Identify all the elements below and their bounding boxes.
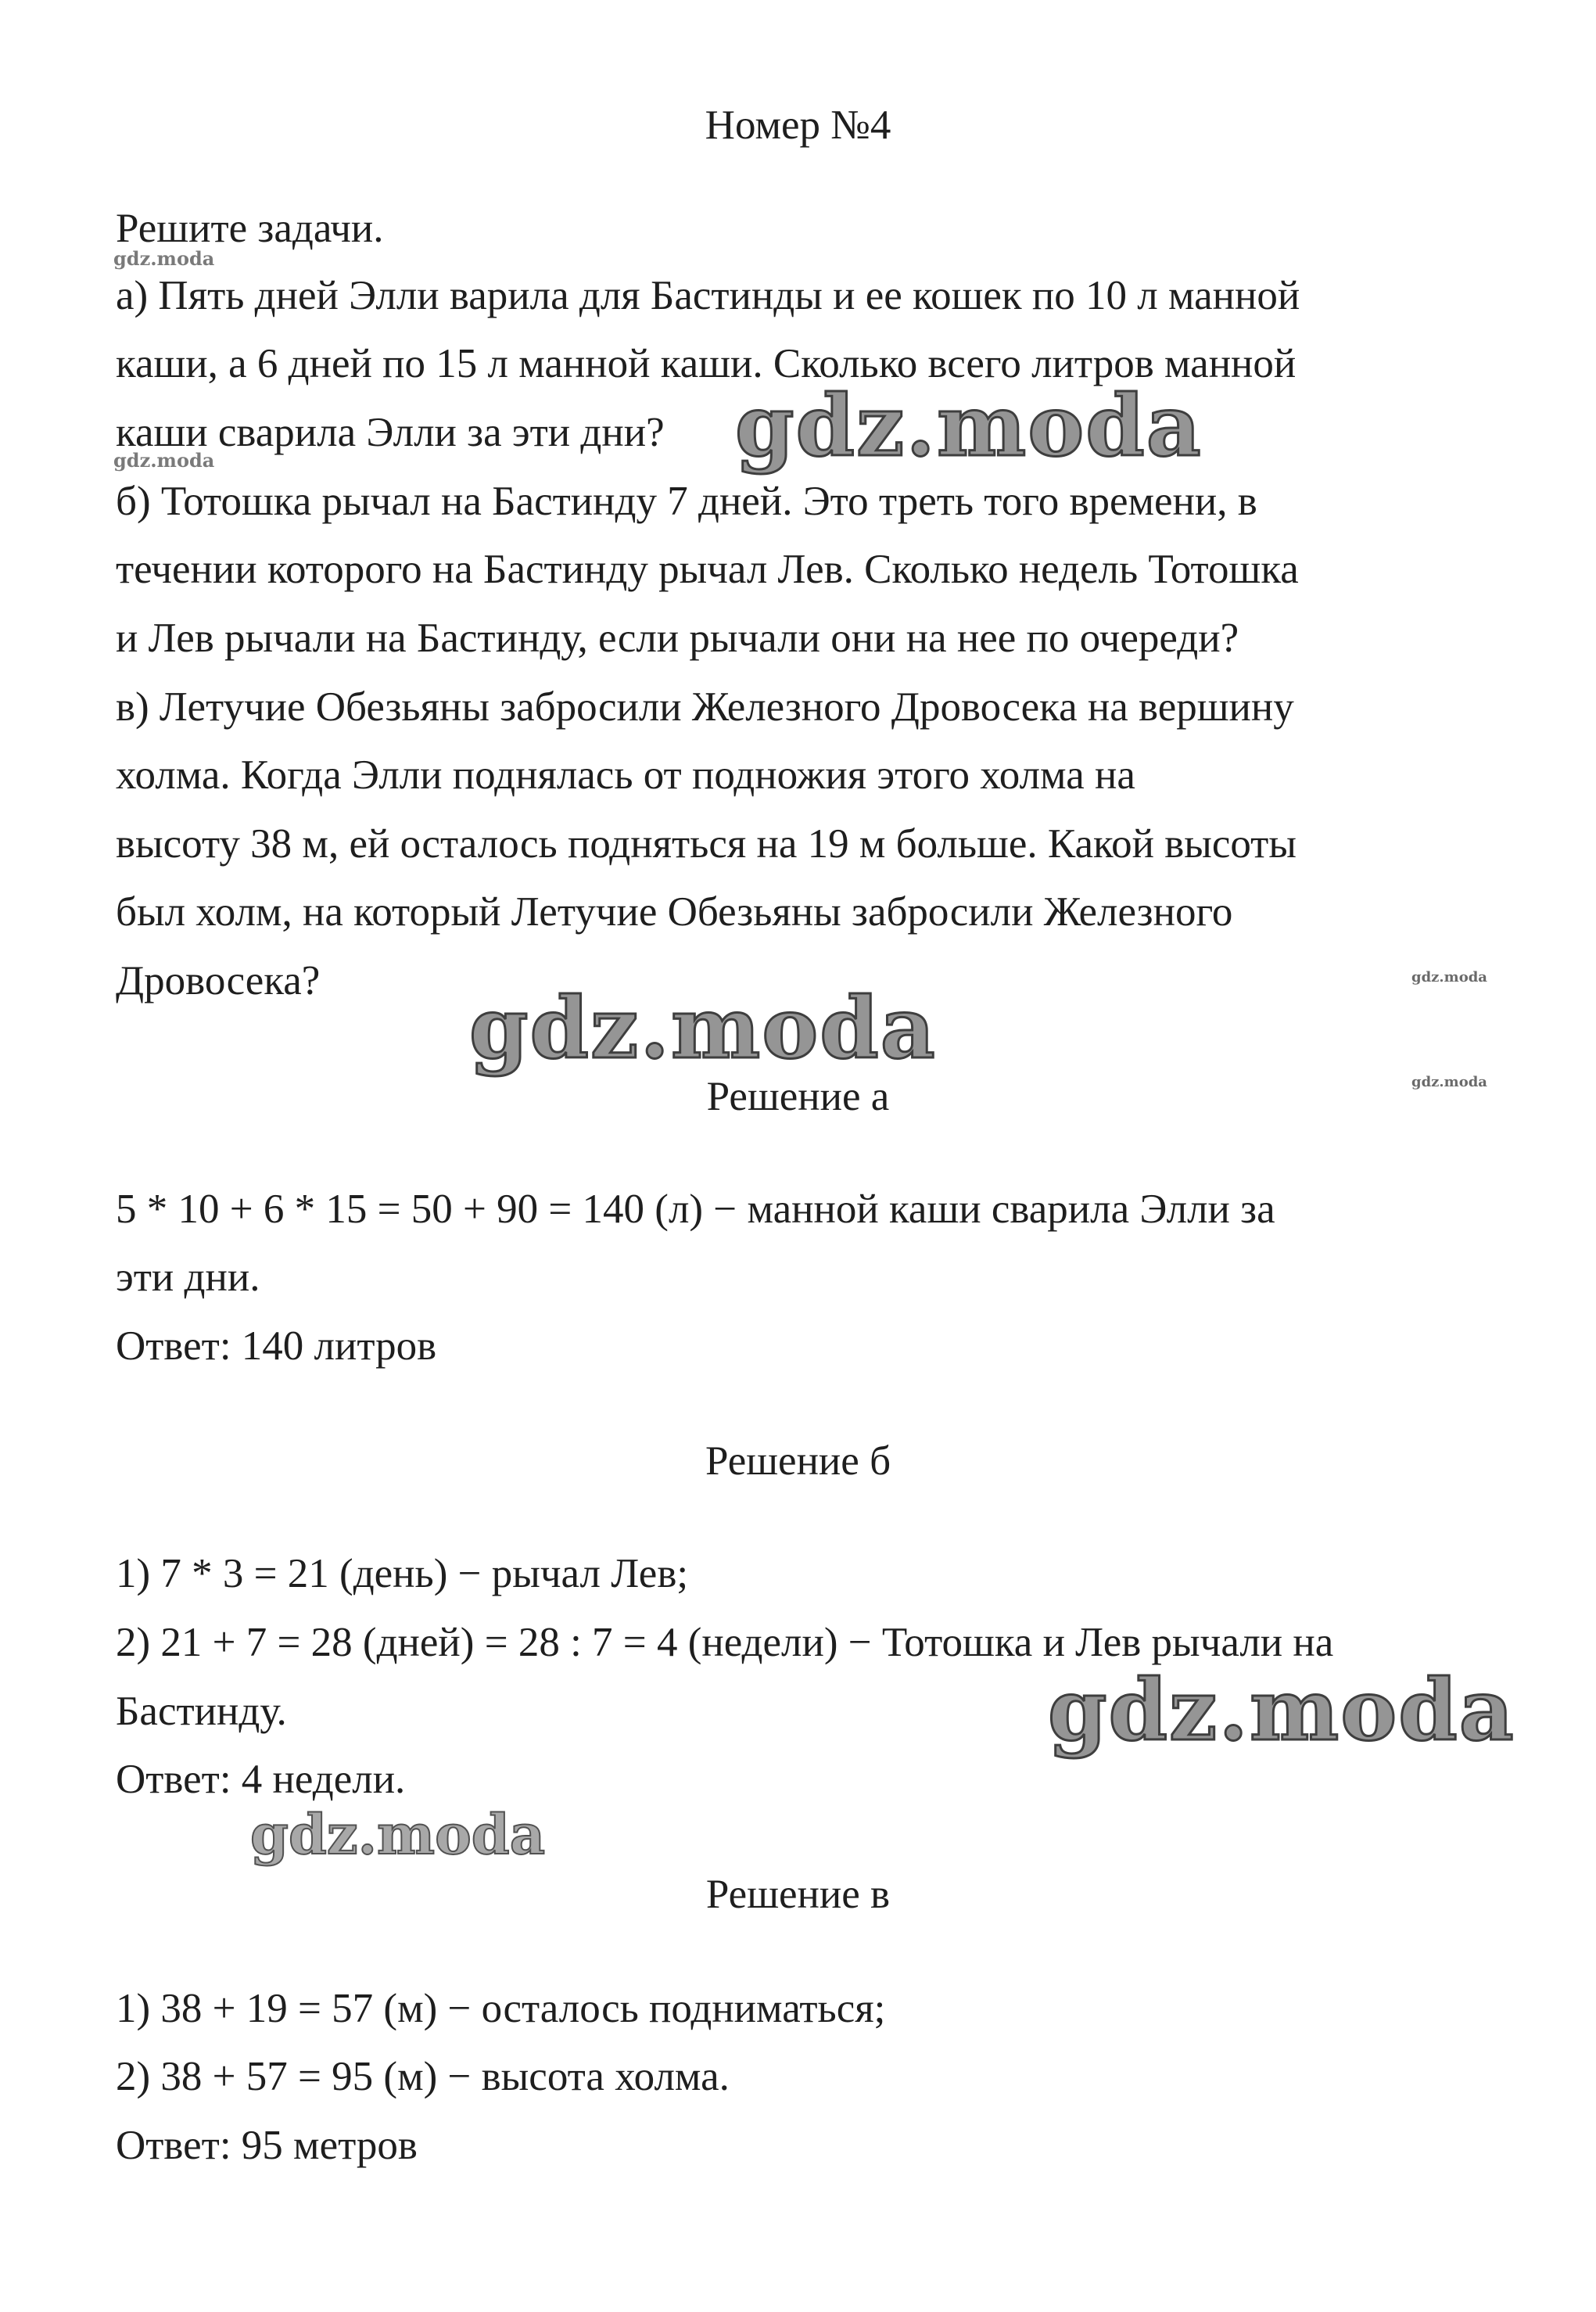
solution-b-answer: Ответ: 4 недели.: [116, 1757, 406, 1802]
watermark-logo: gdz.moda: [250, 1802, 546, 1867]
task-line: а) Пять дней Элли варила для Бастинды и ее кошек по 10 л манной: [116, 273, 1300, 318]
solution-a-line: эти дни.: [116, 1255, 260, 1300]
solution-a-line: 5 * 10 + 6 * 15 = 50 + 90 = 140 (л) − манной каши сварила Элли за: [116, 1187, 1275, 1232]
task-line: Дровосека?: [116, 958, 321, 1003]
watermark-logo: gdz.moda: [1411, 1074, 1487, 1090]
solution-c-title: Решение в: [705, 1872, 891, 1917]
watermark-logo: gdz.moda: [735, 377, 1203, 476]
solution-b-line: Бастинду.: [116, 1689, 287, 1734]
watermark-logo: gdz.moda: [113, 247, 215, 270]
solution-a-answer: Ответ: 140 литров: [116, 1323, 437, 1369]
solution-b-line: 2) 21 + 7 = 28 (дней) = 28 : 7 = 4 (недели) − Тотошка и Лев рычали на: [116, 1620, 1334, 1665]
watermark-logo: gdz.moda: [1048, 1661, 1515, 1760]
solution-b-title: Решение б: [705, 1438, 891, 1484]
solution-c-line: 1) 38 + 19 = 57 (м) − осталось подниматься;: [116, 1986, 886, 2031]
solution-c-answer: Ответ: 95 метров: [116, 2123, 418, 2168]
task-line: в) Летучие Обезьяны забросили Железного Дровосека на вершину: [116, 684, 1294, 730]
task-line: б) Тотошка рычал на Бастинду 7 дней. Это треть того времени, в: [116, 479, 1257, 524]
task-intro: Решите задачи.: [116, 206, 384, 251]
task-line: холма. Когда Элли поднялась от подножия этого холма на: [116, 752, 1135, 798]
task-line: каши, а 6 дней по 15 л манной каши. Сколько всего литров манной: [116, 341, 1297, 386]
task-line: высоту 38 м, ей осталось подняться на 19 м больше. Какой высоты: [116, 821, 1297, 867]
solution-c-line: 2) 38 + 57 = 95 (м) − высота холма.: [116, 2054, 730, 2099]
task-line: был холм, на который Летучие Обезьяны забросили Железного: [116, 889, 1233, 935]
task-line: каши сварила Элли за эти дни?: [116, 410, 665, 455]
watermark-logo: gdz.moda: [1411, 969, 1487, 985]
task-line: течении которого на Бастинду рычал Лев. Сколько недель Тотошка: [116, 547, 1299, 592]
task-line: и Лев рычали на Бастинду, если рычали они на нее по очереди?: [116, 616, 1239, 661]
solution-b-line: 1) 7 * 3 = 21 (день) − рычал Лев;: [116, 1551, 689, 1596]
solution-a-title: Решение а: [706, 1074, 890, 1119]
watermark-logo: gdz.moda: [113, 449, 215, 472]
page-title: Номер №4: [705, 102, 891, 148]
watermark-logo: gdz.moda: [469, 979, 937, 1078]
